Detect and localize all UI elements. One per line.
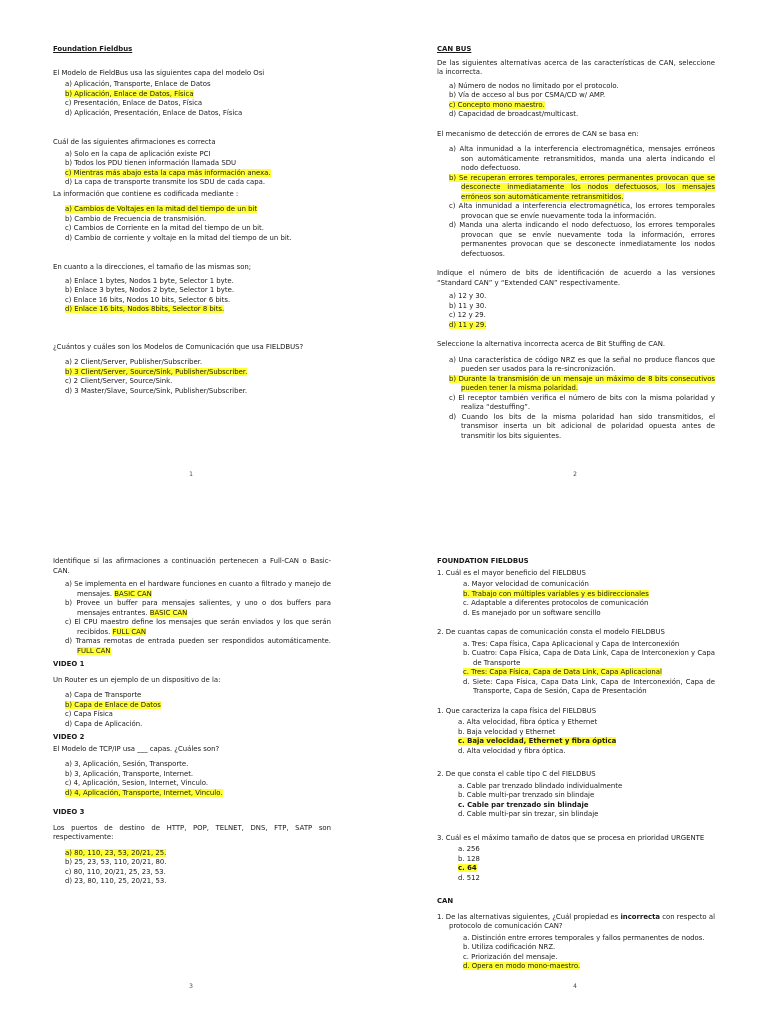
question: La información que contiene es codificada mediante : — [53, 189, 239, 198]
question: 2. De que consta el cable tipo C del FIELDBUS — [437, 770, 596, 778]
question: De las siguientes alternativas acerca de las características de CAN, seleccione la incorrecta. — [437, 58, 715, 76]
options-list — [53, 80, 331, 118]
section-heading: VIDEO 3 — [53, 808, 85, 816]
option: d) Capa de Aplicación. — [65, 719, 143, 728]
options-list — [437, 640, 715, 697]
option-answer: c. Baja velocidad, Ethernet y fibra óptica — [458, 737, 617, 745]
options-list — [53, 277, 331, 315]
option: a) Alta inmunidad a la interferencia electromagnética, mensajes erróneos son automáticamente retransmitidos, manda una alerta indicando el nodo defectuoso. — [449, 145, 715, 172]
option: a) Enlace 1 bytes, Nodos 1 byte, Selector 1 byte. — [65, 276, 234, 285]
option: b. Utiliza codificación NRZ. — [463, 943, 556, 951]
question: El mecanismo de detección de errores de CAN se basa en: — [437, 129, 639, 138]
question: ¿Cuántos y cuáles son los Modelos de Comunicación que usa FIELDBUS? — [53, 342, 304, 351]
option-answer: c) Concepto mono maestro. — [449, 100, 545, 109]
option: a) Número de nodos no limitado por el protocolo. — [449, 81, 619, 90]
question: 3. Cuál es el máximo tamaño de datos que se procesa en prioridad URGENTE — [437, 833, 705, 842]
question: 1. De las alternativas siguientes, ¿Cuál propiedad es incorrecta con respecto al protocolo de comunicación CAN? — [437, 912, 715, 930]
option: a) Solo en la capa de aplicación existe PCI — [65, 149, 211, 158]
options-list — [437, 145, 715, 259]
option: b) 11 y 30. — [449, 301, 487, 310]
option-answer: b) Se recuperan errores temporales, errores permanentes provocan que se desconecte inmediatamente los nodos defectuosos, los mensajes erróneos son automáticamente retransmitidos. — [449, 173, 715, 201]
page-4 — [384, 512, 768, 1024]
statement: c) El CPU maestro define los mensajes que serán enviados y los que serán recibidos. FULL CAN — [65, 618, 331, 636]
statement: b) Provee un buffer para mensajes salientes, y uno o dos buffers para mensajes entrantes. BASIC CAN — [65, 599, 331, 617]
option-answer: d) 11 y 29. — [449, 320, 487, 329]
question: Seleccione la alternativa incorrecta acerca de Bit Stuffing de CAN. — [437, 340, 666, 348]
option: b) Todos los PDU tienen información llamada SDU — [65, 159, 237, 167]
option-answer: c. Cable par trenzado sin blindaje — [458, 800, 589, 809]
question: Los puertos de destino de HTTP, POP, TELNET, DNS, FTP, SATP son respectivamente: — [53, 823, 331, 841]
option-answer: c) Mientras más abajo esta la capa más información anexa. — [65, 168, 271, 177]
option: d) La capa de transporte transmite los SDU de cada capa. — [65, 178, 266, 186]
page-3-content — [53, 557, 331, 897]
question: Indique el número de bits de identificación de acuerdo a las versiones “Standard CAN” y “Extended CAN” respectivamente. — [437, 269, 715, 287]
question: 2. De cuantas capas de comunicación consta el modelo FIELDBUS — [437, 628, 665, 636]
page-number: 4 — [573, 983, 577, 990]
option-answer: c. 64 — [458, 864, 477, 872]
option-answer: b) 3 Client/Server, Source/Sink, Publisher/Subscriber. — [65, 367, 248, 376]
option: d) Cuando los bits de la misma polaridad han sido transmitidos, el transmisor inserta un bit adicional de polaridad opuesta antes de transmitir los bits siguientes. — [449, 412, 715, 440]
option: a. Cable par trenzado blindado individualmente — [458, 781, 623, 790]
options-list — [53, 691, 331, 729]
options-list — [53, 760, 331, 798]
options-list — [437, 845, 715, 883]
option: d. 512 — [458, 873, 480, 882]
page-4-content — [437, 557, 715, 982]
section-heading: CAN — [437, 897, 454, 905]
option-answer: a) Cambios de Voltajes en la mitad del tiempo de un bit — [65, 205, 258, 213]
question: Un Router es un ejemplo de un dispositivo de la: — [53, 675, 221, 684]
options-list — [53, 150, 331, 188]
option: d. Alta velocidad y fibra óptica. — [458, 746, 566, 755]
options-list — [437, 934, 715, 972]
option: d. Es manejado por un software sencillo — [463, 608, 601, 617]
option-answer: d) 4, Aplicación, Transporte, Internet, Vinculo. — [65, 788, 223, 797]
option: d) Manda una alerta indicando el nodo defectuoso, los errores temporales provocan que se envíe nuevamente toda la información, errores permanentes provocan que se desconecte inmediatamente los nodos defectuosos. — [449, 221, 715, 258]
option: a) Capa de Transporte — [65, 691, 142, 699]
option: a. Distinción entre errores temporales y fallos permanentes de nodos. — [463, 933, 705, 942]
option: a. Tres: Capa física, Capa Aplicacional y Capa de Interconexión — [463, 639, 680, 648]
page-2 — [384, 0, 768, 512]
option: c) Capa Física — [65, 710, 113, 718]
statement: d) Tramas remotas de entrada pueden ser respondidos automáticamente. FULL CAN — [65, 637, 331, 655]
option-answer: b. Trabajo con múltiples variables y es bidireccionales — [463, 589, 649, 598]
page-number: 2 — [573, 471, 577, 478]
option: c) Cambios de Corriente en la mitad del tiempo de un bit. — [65, 224, 264, 232]
question: En cuanto a la direcciones, el tamaño de las mismas son; — [53, 263, 252, 271]
section-heading: VIDEO 1 — [53, 660, 85, 668]
option: a) 12 y 30. — [449, 292, 487, 300]
option: d) Capacidad de broadcast/multicast. — [449, 110, 579, 118]
option: c) Enlace 16 bits, Nodos 10 bits, Selector 6 bits. — [65, 295, 231, 304]
statement: a) Se implementa en el hardware funciones en cuanto a filtrado y manejo de mensajes. BASIC CAN — [65, 580, 331, 598]
options-list — [437, 82, 715, 120]
option-answer: b) Aplicación, Enlace de Datos, Física — [65, 89, 194, 98]
option: a) Una característica de código NRZ es que la señal no produce flancos que pueden ser usados para la re-sincronización. — [449, 355, 715, 373]
option: d) Cambio de corriente y voltaje en la mitad del tiempo de un bit. — [65, 233, 292, 242]
option: d. Cable multi-par sin trezar, sin blindaje — [458, 810, 599, 818]
option: c. Priorización del mensaje. — [463, 952, 558, 961]
option: a) 2 Client/Server, Publisher/Subscriber. — [65, 358, 203, 366]
option: a. Mayor velocidad de comunicación — [463, 580, 589, 588]
options-list — [437, 356, 715, 442]
option: d. Siete: Capa Física, Capa Data Link, Capa de Interconexión, Capa de Transporte, Capa de Sesión, Capa de Presentación — [463, 677, 715, 695]
option: c) 80, 110, 20/21, 25, 23, 53. — [65, 867, 166, 876]
options-list — [53, 849, 331, 887]
option: b) Cambio de Frecuencia de transmisión. — [65, 214, 207, 223]
option: b) Vía de acceso al bus por CSMA/CD w/ AMP. — [449, 91, 606, 99]
section-heading: VIDEO 2 — [53, 733, 85, 741]
page-number: 3 — [189, 983, 193, 990]
options-list — [53, 580, 331, 656]
options-list — [437, 580, 715, 618]
page-number: 1 — [189, 471, 193, 478]
page-1 — [0, 0, 384, 512]
question: Cuál de las siguientes afirmaciones es correcta — [53, 138, 216, 146]
page-2-content — [437, 45, 715, 451]
option: d) Aplicación, Presentación, Enlace de Datos, Física — [65, 108, 243, 117]
option: c) 4, Aplicación, Sesion, Internet, Vinculo. — [65, 779, 209, 787]
page-4-title: FOUNDATION FIELDBUS — [437, 557, 529, 565]
option: d) 23, 80, 110, 25, 20/21, 53. — [65, 877, 167, 885]
option: a. Alta velocidad, fibra óptica y Ethernet — [458, 718, 598, 726]
option: a) Aplicación, Transporte, Enlace de Datos — [65, 80, 211, 88]
option: c. Adaptable a diferentes protocolos de comunicación — [463, 599, 649, 607]
option-answer: d. Opera en modo mono-maestro. — [463, 962, 581, 970]
options-list — [437, 718, 715, 756]
page-1-content — [53, 45, 331, 406]
question: Identifique si las afirmaciones a continuación pertenecen a Full-CAN o Basic-CAN. — [53, 557, 331, 575]
option: b. 128 — [458, 854, 480, 863]
option: b. Cuatro: Capa Física, Capa de Data Link, Capa de Interconexion y Capa de Transporte — [463, 649, 715, 667]
options-list — [53, 358, 331, 396]
question: El Modelo de FieldBus usa las siguientes capa del modelo Osi — [53, 68, 265, 77]
options-list — [437, 782, 715, 820]
option-answer: b) Durante la transmisión de un mensaje un máximo de 8 bits consecutivos pueden tener la misma polaridad. — [449, 374, 715, 392]
options-list — [53, 205, 331, 243]
option: c) 2 Client/Server, Source/Sink. — [65, 377, 173, 385]
option-answer: b) Capa de Enlace de Datos — [65, 700, 161, 709]
option: a. 256 — [458, 845, 480, 853]
option: b) Enlace 3 bytes, Nodos 2 byte, Selector 1 byte. — [65, 286, 235, 294]
option: c) 12 y 29. — [449, 311, 486, 319]
option: b. Cable multi-par trenzado sin blindaje — [458, 791, 595, 799]
page-3 — [0, 512, 384, 1024]
option: b) 3, Aplicación, Transporte, Internet. — [65, 769, 194, 778]
question: El Modelo de TCP/IP usa ___ capas. ¿Cuáles son? — [53, 744, 220, 753]
question: 1. Cuál es el mayor beneficio del FIELDBUS — [437, 568, 586, 577]
page-1-title: Foundation Fieldbus — [53, 45, 133, 53]
option: a) 3, Aplicación, Sesión, Transporte. — [65, 760, 189, 768]
option: b) 25, 23, 53, 110, 20/21, 80. — [65, 858, 167, 866]
option: d) 3 Master/Slave, Source/Sink, Publisher/Subscriber. — [65, 386, 248, 395]
option: c) Presentación, Enlace de Datos, Física — [65, 99, 203, 107]
question: 1. Que caracteriza la capa física del FIELDBUS — [437, 706, 597, 715]
option-answer: d) Enlace 16 bits, Nodos 8bits, Selector 8 bits. — [65, 305, 225, 313]
option-answer: a) 80, 110, 23, 53, 20/21, 25. — [65, 848, 167, 857]
option: c) Alta inmunidad a interferencia electromagnética, los errores temporales provocan que se envíe nuevamente toda la información. — [449, 202, 715, 220]
option-answer: c. Tres: Capa Física, Capa de Data Link, Capa Aplicacional — [463, 668, 662, 676]
page-2-title: CAN BUS — [437, 45, 472, 53]
option: b. Baja velocidad y Ethernet — [458, 727, 556, 736]
options-list — [437, 292, 715, 330]
option: c) El receptor también verifica el número de bits con la misma polaridad y realiza “destuffing”. — [449, 393, 715, 411]
